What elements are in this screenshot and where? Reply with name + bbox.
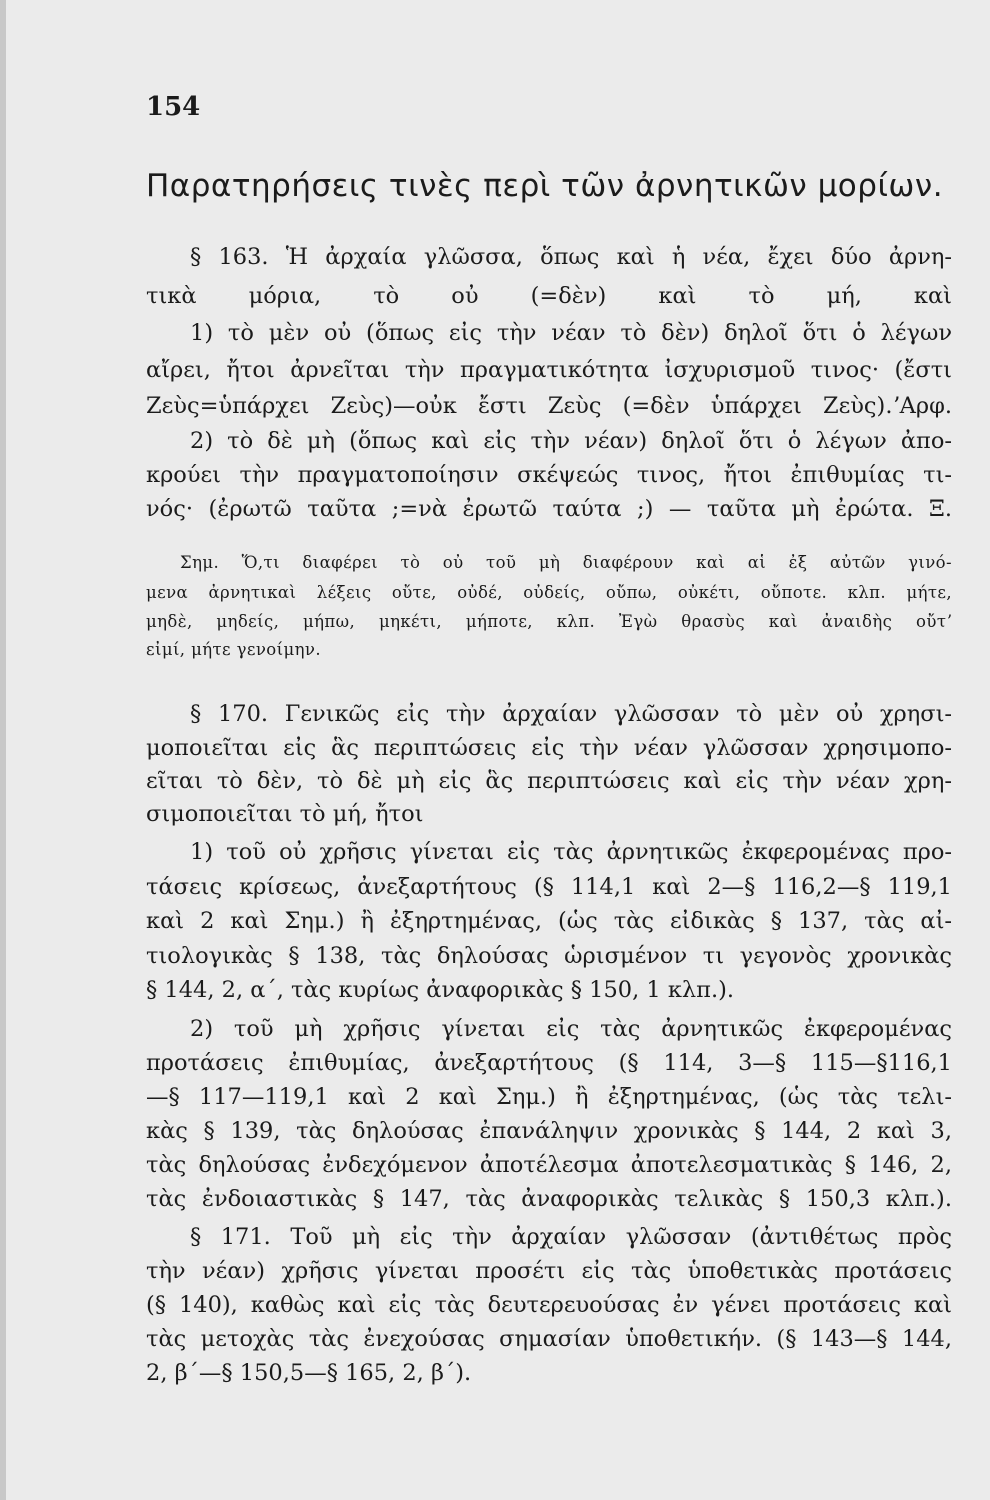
text-line: κὰς § 139, τὰς δηλούσας ἐπανάληψιν χρονικὰς § 144, 2 καὶ 3, xyxy=(146,1118,952,1144)
text-line: § 170. Γενικῶς εἰς τὴν ἀρχαίαν γλῶσσαν τὸ μὲν οὐ χρησι- xyxy=(190,701,952,727)
note-line: Σημ. Ὅ,τι διαφέρει τὸ οὐ τοῦ μὴ διαφέρουν καὶ αἱ ἐξ αὐτῶν γινό- xyxy=(180,553,952,572)
text-line: 1) τοῦ οὐ χρῆσις γίνεται εἰς τὰς ἀρνητικῶς ἐκφερομένας προ- xyxy=(190,839,952,865)
text-line: Ζεὺς=ὑπάρχει Ζεὺς)—οὐκ ἔστι Ζεὺς (=δὲν ὑπάρχει Ζεὺς).ʼΑρφ. xyxy=(146,393,952,419)
text-line: τὰς δηλούσας ἐνδεχόμενον ἀποτέλεσμα ἀποτελεσματικὰς § 146, 2, xyxy=(146,1152,952,1178)
text-line: τὰς ἐνδοιαστικὰς § 147, τὰς ἀναφορικὰς τελικὰς § 150,3 κλπ.). xyxy=(146,1186,952,1212)
text-line: τικὰ μόρια, τὸ οὐ (=δὲν) καὶ τὸ μή, καὶ xyxy=(146,283,952,309)
text-line: § 144, 2, α΄, τὰς κυρίως ἀναφορικὰς § 150, 1 κλπ.). xyxy=(146,977,735,1003)
text-line: σιμοποιεῖται τὸ μή, ἤτοι xyxy=(146,801,424,827)
text-line: τάσεις κρίσεως, ἀνεξαρτήτους (§ 114,1 καὶ 2—§ 116,2—§ 119,1 xyxy=(146,874,952,900)
text-line: —§ 117—119,1 καὶ 2 καὶ Σημ.) ἢ ἐξηρτημένας, (ὡς τὰς τελι- xyxy=(146,1084,952,1110)
text-line: μοποιεῖται εἰς ἃς περιπτώσεις εἰς τὴν νέαν γλῶσσαν χρησιμοπο- xyxy=(146,735,952,761)
note-line: μενα ἀρνητικαὶ λέξεις οὔτε, οὐδέ, οὐδείς, οὔπω, οὐκέτι, οὔποτε. κλπ. μήτε, xyxy=(146,583,952,602)
text-line: § 163. Ἡ ἀρχαία γλῶσσα, ὅπως καὶ ἡ νέα, ἔχει δύο ἀρνη- xyxy=(190,244,952,270)
text-line: κρούει τὴν πραγματοποίησιν σκέψεώς τινος, ἤτοι ἐπιθυμίας τι- xyxy=(146,462,952,488)
note-line: εἰμί, μήτε γενοίμην. xyxy=(146,640,321,659)
page-number: 154 xyxy=(146,92,201,122)
text-line: (§ 140), καθὼς καὶ εἰς τὰς δευτερευούσας ἐν γένει προτάσεις καὶ xyxy=(146,1292,952,1318)
text-line: καὶ 2 καὶ Σημ.) ἢ ἐξηρτημένας, (ὡς τὰς εἰδικὰς § 137, τὰς αἰ- xyxy=(146,908,952,934)
text-line: προτάσεις ἐπιθυμίας, ἀνεξαρτήτους (§ 114, 3—§ 115—§116,1 xyxy=(146,1050,952,1076)
text-line: 2, β΄—§ 150,5—§ 165, 2, β΄). xyxy=(146,1360,472,1386)
text-line: νός· (ἐρωτῶ ταῦτα ;=νὰ ἐρωτῶ ταύτα ;) — ταῦτα μὴ ἐρώτα. Ξ. xyxy=(146,496,952,522)
text-line: 1) τὸ μὲν οὐ (ὅπως εἰς τὴν νέαν τὸ δὲν) δηλοῖ ὅτι ὁ λέγων xyxy=(190,320,952,346)
text-line: 2) τὸ δὲ μὴ (ὅπως καὶ εἰς τὴν νέαν) δηλοῖ ὅτι ὁ λέγων ἀπο- xyxy=(190,428,952,454)
note-line: μηδὲ, μηδείς, μήπω, μηκέτι, μήποτε, κλπ. Ἐγὼ θρασὺς καὶ ἀναιδὴς οὔτʼ xyxy=(146,612,952,631)
text-line: τὰς μετοχὰς τὰς ἐνεχούσας σημασίαν ὑποθετικήν. (§ 143—§ 144, xyxy=(146,1326,952,1352)
text-line: τὴν νέαν) χρῆσις γίνεται προσέτι εἰς τὰς ὑποθετικὰς προτάσεις xyxy=(146,1258,952,1284)
text-line: αἴρει, ἤτοι ἀρνεῖται τὴν πραγματικότητα ἰσχυρισμοῦ τινος· (ἔστι xyxy=(146,357,952,383)
text-line: εῖται τὸ δὲν, τὸ δὲ μὴ εἰς ἃς περιπτώσεις καὶ εἰς τὴν νέαν χρη- xyxy=(146,768,952,794)
text-line: τιολογικὰς § 138, τὰς δηλούσας ὡρισμένον τι γεγονὸς χρονικὰς xyxy=(146,943,952,969)
text-line: 2) τοῦ μὴ χρῆσις γίνεται εἰς τὰς ἀρνητικῶς ἐκφερομένας xyxy=(190,1016,952,1042)
section-title: Παρατηρήσεις τινὲς περὶ τῶν ἀρνητικῶν μορίων. xyxy=(146,168,944,204)
text-line: § 171. Τοῦ μὴ εἰς τὴν ἀρχαίαν γλῶσσαν (ἀντιθέτως πρὸς xyxy=(190,1224,952,1250)
